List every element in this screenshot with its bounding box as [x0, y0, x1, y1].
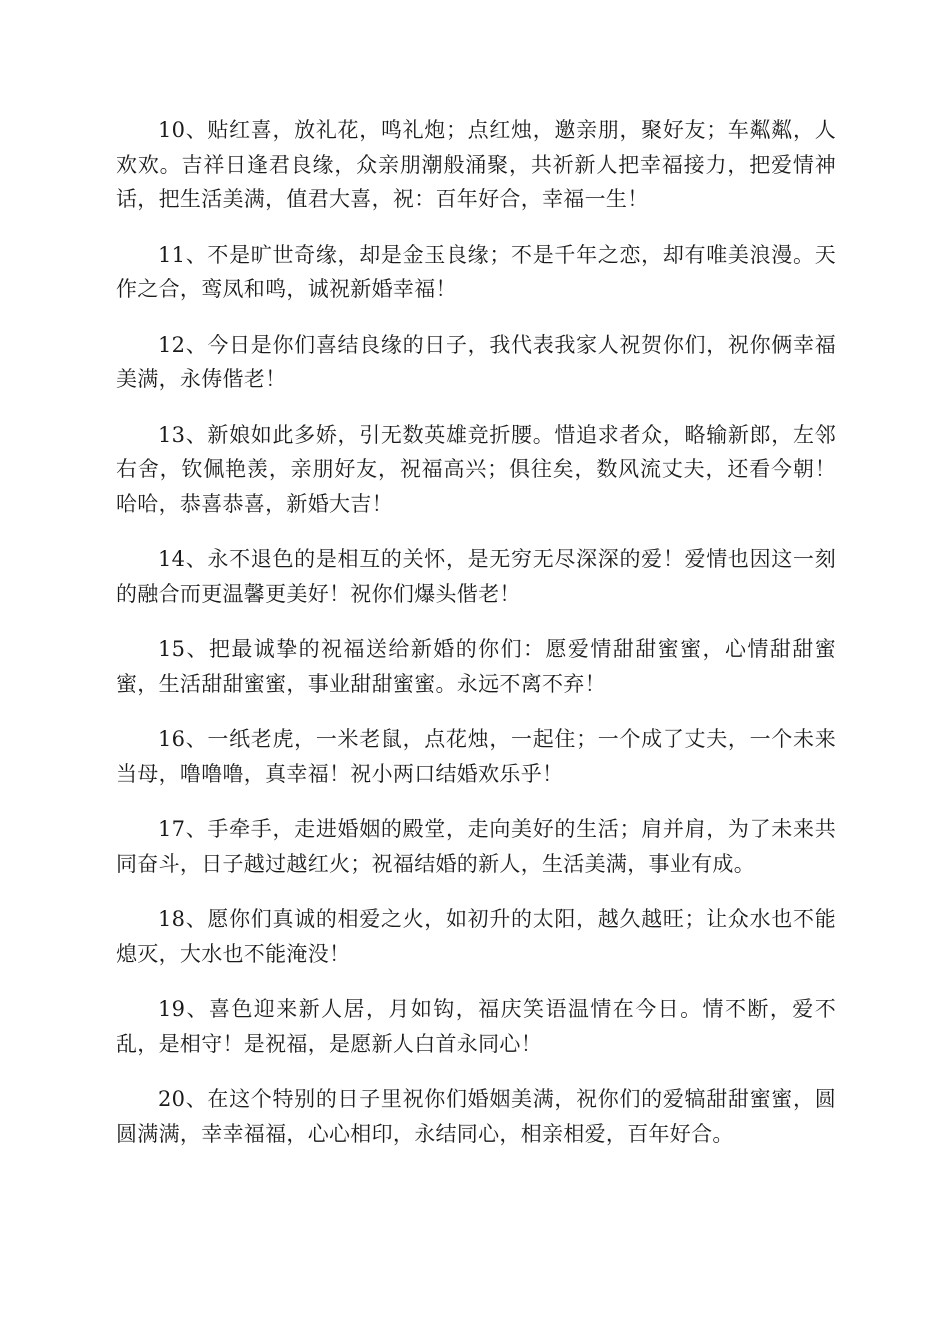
paragraph-13: 13、新娘如此多娇，引无数英雄竞折腰。惜追求者众，略输新郎，左邻右舍，钦佩艳羡，亲朋好友，祝福高兴；俱往矣，数风流丈夫，还看今朝！哈哈，恭喜恭喜，新婚大吉！: [116, 422, 836, 516]
paragraph-18: 18、愿你们真诚的相爱之火，如初升的太阳，越久越旺；让众水也不能熄灭，大水也不能淹没！: [116, 907, 836, 966]
paragraph-16: 16、一纸老虎，一米老鼠，点花烛，一起住；一个成了丈夫，一个未来当母，噜噜噜，真幸福！祝小两口结婚欢乐乎！: [116, 727, 836, 786]
paragraph-10: 10、贴红喜，放礼花，鸣礼炮；点红烛，邀亲朋，聚好友；车粼粼，人欢欢。吉祥日逢君良缘，众亲朋潮般涌聚，共祈新人把幸福接力，把爱情神话，把生活美满，值君大喜，祝：百年好合，幸福一生！: [116, 118, 836, 211]
paragraph-11: 11、不是旷世奇缘，却是金玉良缘；不是千年之恋，却有唯美浪漫。天作之合，鸾凤和鸣，诚祝新婚幸福！: [116, 242, 836, 301]
paragraph-15: 15、把最诚挚的祝福送给新婚的你们：愿爱情甜甜蜜蜜，心情甜甜蜜蜜，生活甜甜蜜蜜，事业甜甜蜜蜜。永远不离不弃！: [116, 637, 836, 696]
paragraph-17: 17、手牵手，走进婚姻的殿堂，走向美好的生活；肩并肩，为了未来共同奋斗，日子越过越红火；祝福结婚的新人，生活美满，事业有成。: [116, 817, 836, 876]
paragraph-12: 12、今日是你们喜结良缘的日子，我代表我家人祝贺你们，祝你俩幸福美满，永俦偕老！: [116, 332, 836, 391]
document-body: [116, 113, 836, 1172]
paragraph-20: 20、在这个特别的日子里祝你们婚姻美满，祝你们的爱犒甜甜蜜蜜，圆圆满满，幸幸福福，心心相印，永结同心，相亲相爱，百年好合。: [116, 1087, 836, 1146]
paragraph-14: 14、永不退色的是相互的关怀，是无穷无尽深深的爱！爱情也因这一刻的融合而更温馨更美好！祝你们爆头偕老！: [116, 547, 836, 606]
paragraph-19: 19、喜色迎来新人居，月如钩，福庆笑语温情在今日。情不断，爱不乱，是相守！是祝福，是愿新人白首永同心！: [116, 997, 836, 1056]
